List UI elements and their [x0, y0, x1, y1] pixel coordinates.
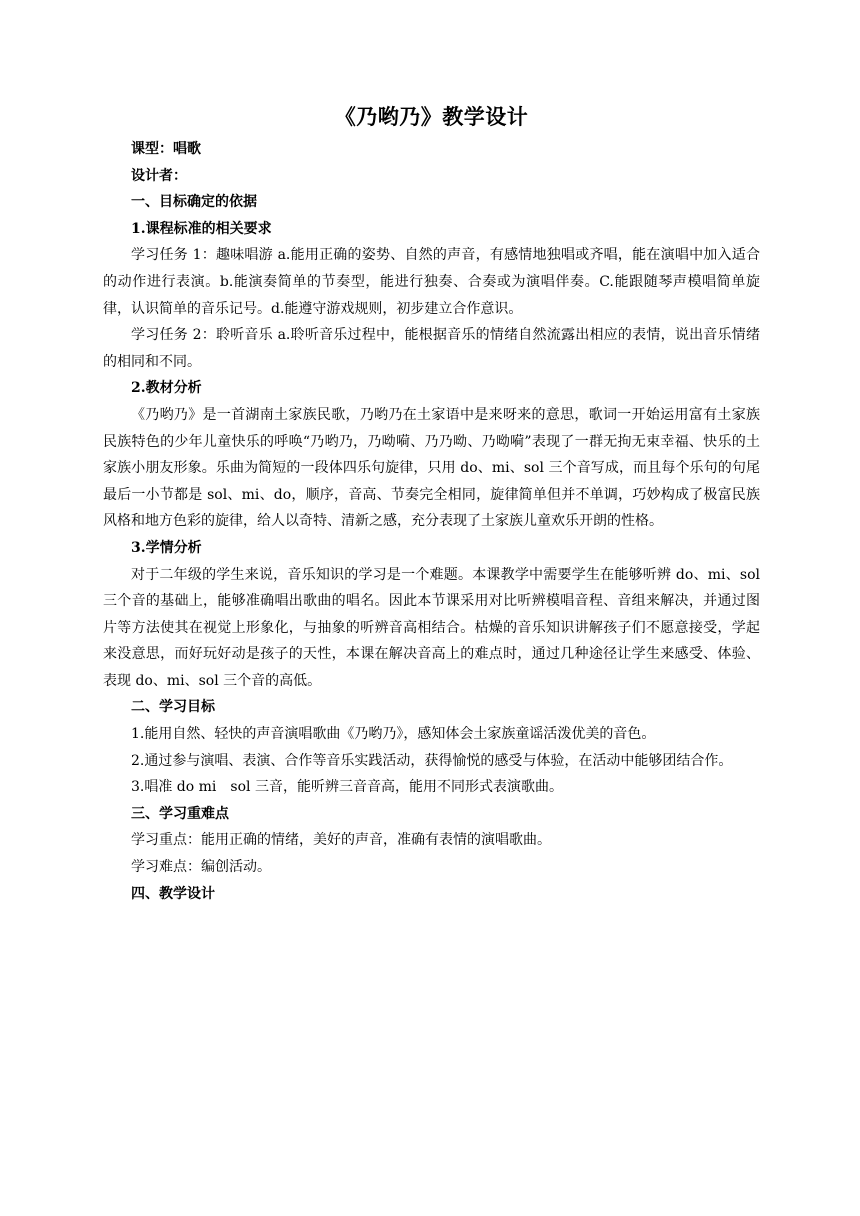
section-heading-1: 一、目标确定的依据 [131, 194, 257, 211]
key-point: 学习重点：能用正确的情绪，美好的声音，准确有表情的演唱歌曲。 [131, 832, 551, 849]
section-heading-3: 三、学习重难点 [131, 805, 229, 822]
paragraph-task-1: 学习任务 1：趣味唱游 a.能用正确的姿势、自然的声音，有感情地独唱或齐唱，能在演唱中加入适合的动作进行表演。b.能演奏简单的节奏型，能进行独奏、合奏或为演唱伴奏。C.能跟随琴声模唱简单旋律，认识简单的音乐记号。d.能遵守游戏规则，初步建立合作意识。 [103, 247, 760, 317]
subheading-material-analysis: 2.教材分析 [131, 380, 202, 397]
section-heading-4: 四、教学设计 [131, 885, 215, 902]
objective-item-1: 1.能用自然、轻快的声音演唱歌曲《乃哟乃》，感知体会土家族童谣活泼优美的音色。 [131, 726, 656, 743]
paragraph-task-2: 学习任务 2：聆听音乐 a.聆听音乐过程中，能根据音乐的情绪自然流露出相应的表情，说出音乐情绪的相同和不同。 [103, 327, 760, 370]
course-type: 课型：唱歌 [131, 141, 201, 157]
objective-item-3: 3.唱准 do mi sol 三音，能听辨三音音高，能用不同形式表演歌曲。 [131, 779, 563, 796]
difficulty-point: 学习难点：编创活动。 [131, 859, 271, 876]
document-title: 《乃哟乃》教学设计 [334, 104, 529, 129]
paragraph-learner-analysis: 对于二年级的学生来说，音乐知识的学习是一个难题。本课教学中需要学生在能够听辨 do、mi、sol 三个音的基础上，能够准确唱出歌曲的唱名。因此本节课采用对比听辨模唱音程、音组来解决，并通过图片等方法使其在视觉上形象化，与抽象的听辨音高相结合。枯燥的音乐知识讲解孩子们不愿意接受，学起来没意思，而好玩好动是孩子的天性，本课在解决音高上的难点时，通过几种途径让学生来感受、体验、表现 do、mi、sol 三个音的高低。 [103, 566, 760, 689]
paragraph-material-analysis: 《乃哟乃》是一首湖南土家族民歌，乃哟乃在土家语中是来呀来的意思，歌词一开始运用富有土家族民族特色的少年儿童快乐的呼唤“乃哟乃，乃呦嗬、乃乃呦、乃呦嗬”表现了一群无拘无束幸福、快乐的土家族小朋友形象。乐曲为简短的一段体四乐句旋律，只用 do、mi、sol 三个音写成，而且每个乐句的句尾最后一小节都是 sol、mi、do，顺序，音高、节奏完全相同，旋律简单但并不单调，巧妙构成了极富民族风格和地方色彩的旋律，给人以奇特、清新之感，充分表现了土家族儿童欢乐开朗的性格。 [103, 406, 760, 530]
subheading-standards: 1.课程标准的相关要求 [131, 220, 272, 237]
subheading-learner-analysis: 3.学情分析 [131, 539, 202, 556]
designer: 设计者： [131, 167, 187, 184]
section-heading-2: 二、学习目标 [131, 699, 215, 716]
objective-item-2: 2.通过参与演唱、表演、合作等音乐实践活动，获得愉悦的感受与体验，在活动中能够团结合作。 [131, 752, 733, 769]
document-page [103, 100, 760, 907]
